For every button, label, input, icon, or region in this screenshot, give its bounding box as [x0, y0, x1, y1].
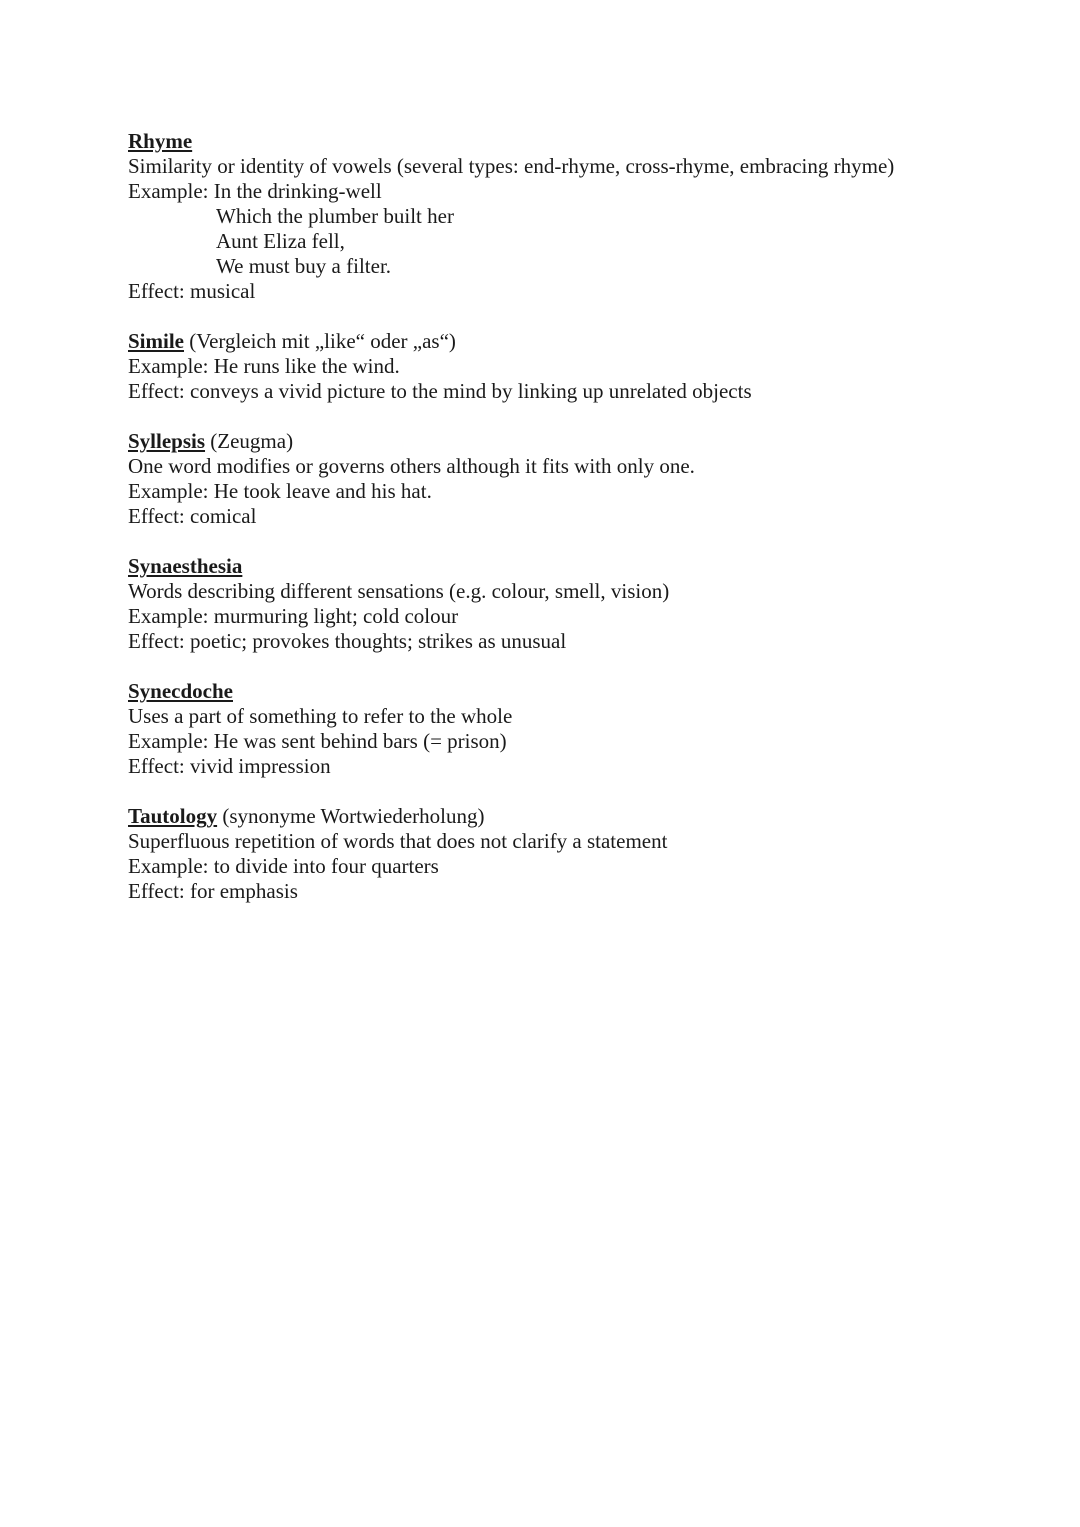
entry-tautology	[128, 804, 1028, 904]
effect: Effect: comical	[128, 504, 257, 528]
definition: Superfluous repetition of words that does not clarify a statement	[128, 829, 668, 853]
example: Example: In the drinking-well	[128, 179, 382, 203]
effect: Effect: for emphasis	[128, 879, 298, 903]
example: Example: He was sent behind bars (= prison)	[128, 729, 507, 753]
entry-heading	[128, 329, 1028, 354]
term-note: (Zeugma)	[205, 429, 294, 453]
example-line: Which the plumber built her	[216, 204, 454, 228]
example: Example: He runs like the wind.	[128, 354, 400, 378]
entry-heading	[128, 429, 1028, 454]
term-title: Tautology	[128, 804, 218, 828]
entry-heading	[128, 129, 1028, 154]
entry-heading	[128, 804, 1028, 829]
example: Example: murmuring light; cold colour	[128, 604, 459, 628]
term-title: Rhyme	[128, 129, 193, 153]
entry-heading	[128, 554, 1028, 579]
term-note: (Vergleich mit „like“ oder „as“)	[184, 329, 456, 353]
effect: Effect: poetic; provokes thoughts; strikes as unusual	[128, 629, 567, 653]
entry-synaesthesia	[128, 554, 1028, 654]
effect: Effect: vivid impression	[128, 754, 331, 778]
document-page	[128, 129, 1028, 904]
term-title: Syllepsis	[128, 429, 206, 453]
term-title: Synecdoche	[128, 679, 233, 703]
term-title: Simile	[128, 329, 184, 353]
term-title: Synaesthesia	[128, 554, 243, 578]
definition: Uses a part of something to refer to the whole	[128, 704, 513, 728]
entry-rhyme	[128, 129, 1028, 304]
definition: Similarity or identity of vowels (several types: end-rhyme, cross-rhyme, embracing rhyme)	[128, 154, 895, 178]
definition: Words describing different sensations (e.g. colour, smell, vision)	[128, 579, 670, 603]
example: Example: He took leave and his hat.	[128, 479, 432, 503]
entry-synecdoche	[128, 679, 1028, 779]
entry-simile	[128, 329, 1028, 404]
entry-heading	[128, 679, 1028, 704]
effect: Effect: conveys a vivid picture to the mind by linking up unrelated objects	[128, 379, 752, 403]
definition: One word modifies or governs others although it fits with only one.	[128, 454, 695, 478]
term-note: (synonyme Wortwiederholung)	[217, 804, 485, 828]
example-line: We must buy a filter.	[216, 254, 392, 278]
example: Example: to divide into four quarters	[128, 854, 439, 878]
example-line: Aunt Eliza fell,	[216, 229, 345, 253]
effect: Effect: musical	[128, 279, 256, 303]
entry-syllepsis	[128, 429, 1028, 529]
